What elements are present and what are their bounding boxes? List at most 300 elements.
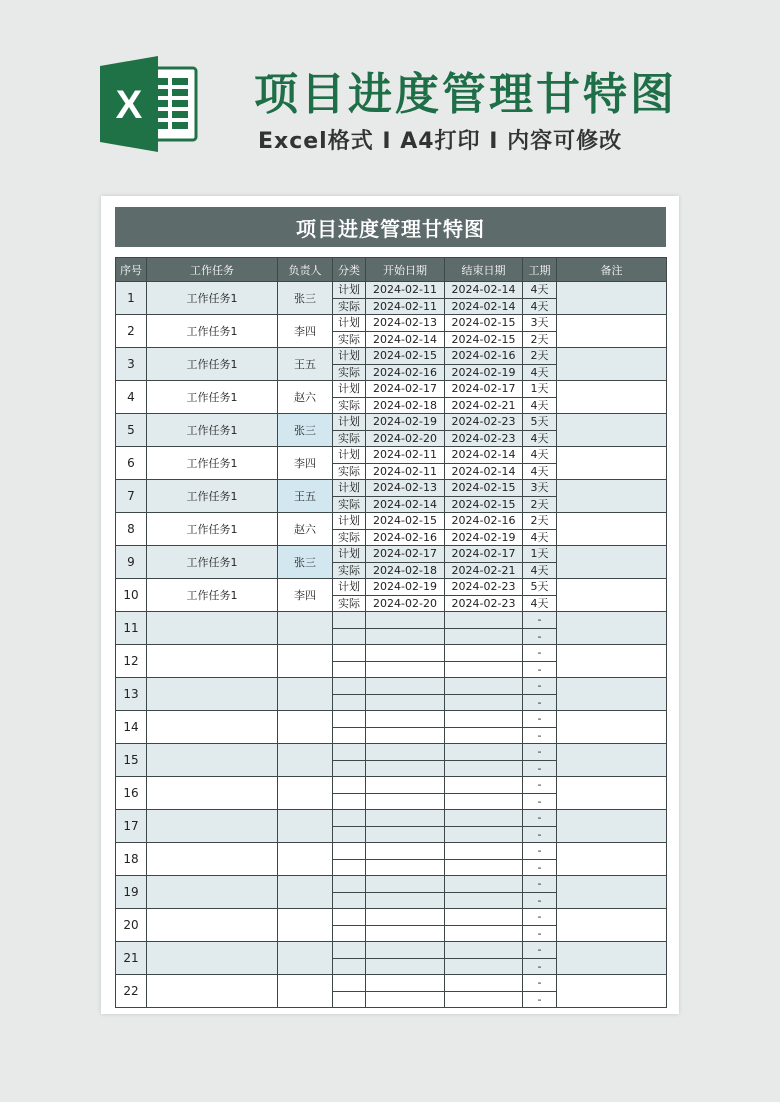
notes-cell[interactable] — [557, 480, 667, 513]
end-date-cell[interactable]: 2024-02-14 — [445, 282, 523, 299]
end-date-cell[interactable] — [445, 612, 523, 629]
row-number-cell[interactable]: 2 — [116, 315, 147, 348]
row-number-cell[interactable]: 18 — [116, 843, 147, 876]
end-date-cell[interactable]: 2024-02-15 — [445, 496, 523, 513]
owner-cell[interactable] — [278, 942, 333, 975]
row-number-cell[interactable]: 22 — [116, 975, 147, 1008]
end-date-cell[interactable] — [445, 859, 523, 876]
column-header: 工作任务 — [147, 258, 278, 282]
end-date-cell[interactable] — [445, 727, 523, 744]
type-cell[interactable]: 实际 — [333, 496, 366, 513]
end-date-cell[interactable] — [445, 711, 523, 728]
end-date-cell[interactable]: 2024-02-15 — [445, 480, 523, 497]
start-date-cell[interactable]: 2024-02-16 — [366, 364, 445, 381]
start-date-cell[interactable] — [366, 628, 445, 645]
end-date-cell[interactable]: 2024-02-19 — [445, 529, 523, 546]
table-header-row — [116, 258, 667, 282]
column-header: 工期 — [523, 258, 557, 282]
task-cell[interactable] — [147, 942, 278, 975]
notes-cell[interactable] — [557, 678, 667, 711]
owner-cell[interactable] — [278, 876, 333, 909]
type-cell[interactable]: 实际 — [333, 529, 366, 546]
duration-cell[interactable]: - — [523, 876, 557, 893]
start-date-cell[interactable] — [366, 727, 445, 744]
column-header: 备注 — [557, 258, 667, 282]
type-cell[interactable] — [333, 661, 366, 678]
end-date-cell[interactable]: 2024-02-15 — [445, 331, 523, 348]
duration-cell[interactable]: - — [523, 958, 557, 975]
task-cell[interactable] — [147, 711, 278, 744]
type-cell[interactable] — [333, 892, 366, 909]
task-cell[interactable] — [147, 678, 278, 711]
duration-cell[interactable]: - — [523, 810, 557, 827]
start-date-cell[interactable] — [366, 925, 445, 942]
owner-cell[interactable]: 张三 — [278, 282, 333, 315]
end-date-cell[interactable] — [445, 958, 523, 975]
end-date-cell[interactable]: 2024-02-17 — [445, 546, 523, 563]
notes-cell[interactable] — [557, 315, 667, 348]
notes-cell[interactable] — [557, 909, 667, 942]
type-cell[interactable]: 实际 — [333, 595, 366, 612]
start-date-cell[interactable]: 2024-02-11 — [366, 298, 445, 315]
end-date-cell[interactable] — [445, 942, 523, 959]
table-row — [116, 513, 667, 530]
start-date-cell[interactable] — [366, 958, 445, 975]
table-row — [116, 414, 667, 431]
start-date-cell[interactable] — [366, 694, 445, 711]
table-row — [116, 678, 667, 695]
type-cell[interactable]: 实际 — [333, 298, 366, 315]
type-cell[interactable]: 实际 — [333, 397, 366, 414]
duration-cell[interactable]: - — [523, 942, 557, 959]
task-cell[interactable]: 工作任务1 — [147, 546, 278, 579]
duration-cell[interactable]: - — [523, 727, 557, 744]
duration-cell[interactable]: - — [523, 793, 557, 810]
task-cell[interactable]: 工作任务1 — [147, 381, 278, 414]
end-date-cell[interactable] — [445, 744, 523, 761]
duration-cell[interactable]: 4天 — [523, 562, 557, 579]
row-number-cell[interactable]: 5 — [116, 414, 147, 447]
start-date-cell[interactable]: 2024-02-17 — [366, 546, 445, 563]
duration-cell[interactable]: 4天 — [523, 364, 557, 381]
duration-cell[interactable]: - — [523, 975, 557, 992]
start-date-cell[interactable] — [366, 843, 445, 860]
end-date-cell[interactable]: 2024-02-17 — [445, 381, 523, 398]
start-date-cell[interactable] — [366, 711, 445, 728]
row-number-cell[interactable]: 10 — [116, 579, 147, 612]
end-date-cell[interactable] — [445, 826, 523, 843]
type-cell[interactable]: 计划 — [333, 414, 366, 431]
type-cell[interactable] — [333, 810, 366, 827]
table-row — [116, 777, 667, 794]
end-date-cell[interactable]: 2024-02-14 — [445, 298, 523, 315]
duration-cell[interactable]: - — [523, 843, 557, 860]
page-title: 项目进度管理甘特图 — [254, 69, 677, 120]
table-row — [116, 348, 667, 365]
start-date-cell[interactable] — [366, 777, 445, 794]
table-row — [116, 282, 667, 299]
type-cell[interactable] — [333, 628, 366, 645]
row-number-cell[interactable]: 14 — [116, 711, 147, 744]
end-date-cell[interactable] — [445, 793, 523, 810]
duration-cell[interactable]: - — [523, 661, 557, 678]
end-date-cell[interactable] — [445, 628, 523, 645]
end-date-cell[interactable]: 2024-02-21 — [445, 397, 523, 414]
notes-cell[interactable] — [557, 447, 667, 480]
start-date-cell[interactable] — [366, 645, 445, 662]
duration-cell[interactable]: - — [523, 991, 557, 1008]
duration-cell[interactable]: - — [523, 777, 557, 794]
start-date-cell[interactable] — [366, 942, 445, 959]
owner-cell[interactable] — [278, 810, 333, 843]
duration-cell[interactable]: 1天 — [523, 381, 557, 398]
end-date-cell[interactable] — [445, 810, 523, 827]
owner-cell[interactable]: 张三 — [278, 546, 333, 579]
end-date-cell[interactable]: 2024-02-16 — [445, 348, 523, 365]
row-number-cell[interactable]: 16 — [116, 777, 147, 810]
end-date-cell[interactable] — [445, 678, 523, 695]
duration-cell[interactable]: - — [523, 678, 557, 695]
type-cell[interactable]: 计划 — [333, 546, 366, 563]
start-date-cell[interactable]: 2024-02-11 — [366, 282, 445, 299]
duration-cell[interactable]: 1天 — [523, 546, 557, 563]
document-title: 项目进度管理甘特图 — [115, 207, 666, 247]
type-cell[interactable] — [333, 975, 366, 992]
notes-cell[interactable] — [557, 645, 667, 678]
end-date-cell[interactable] — [445, 876, 523, 893]
start-date-cell[interactable] — [366, 810, 445, 827]
duration-cell[interactable]: - — [523, 711, 557, 728]
owner-cell[interactable] — [278, 645, 333, 678]
task-cell[interactable]: 工作任务1 — [147, 579, 278, 612]
type-cell[interactable]: 实际 — [333, 562, 366, 579]
start-date-cell[interactable] — [366, 859, 445, 876]
end-date-cell[interactable] — [445, 661, 523, 678]
type-cell[interactable]: 实际 — [333, 463, 366, 480]
page-header — [0, 0, 780, 190]
duration-cell[interactable]: 5天 — [523, 414, 557, 431]
owner-cell[interactable]: 李四 — [278, 315, 333, 348]
duration-cell[interactable]: 4天 — [523, 430, 557, 447]
start-date-cell[interactable] — [366, 909, 445, 926]
start-date-cell[interactable]: 2024-02-13 — [366, 480, 445, 497]
table-row — [116, 612, 667, 629]
type-cell[interactable] — [333, 991, 366, 1008]
start-date-cell[interactable] — [366, 892, 445, 909]
type-cell[interactable] — [333, 760, 366, 777]
type-cell[interactable]: 计划 — [333, 282, 366, 299]
type-cell[interactable] — [333, 909, 366, 926]
type-cell[interactable]: 计划 — [333, 381, 366, 398]
owner-cell[interactable] — [278, 975, 333, 1008]
column-header: 分类 — [333, 258, 366, 282]
start-date-cell[interactable] — [366, 991, 445, 1008]
start-date-cell[interactable]: 2024-02-15 — [366, 513, 445, 530]
type-cell[interactable]: 计划 — [333, 315, 366, 332]
type-cell[interactable] — [333, 777, 366, 794]
type-cell[interactable] — [333, 859, 366, 876]
start-date-cell[interactable]: 2024-02-20 — [366, 430, 445, 447]
type-cell[interactable] — [333, 612, 366, 629]
row-number-cell[interactable]: 15 — [116, 744, 147, 777]
notes-cell[interactable] — [557, 612, 667, 645]
duration-cell[interactable]: - — [523, 925, 557, 942]
start-date-cell[interactable]: 2024-02-13 — [366, 315, 445, 332]
row-number-cell[interactable]: 3 — [116, 348, 147, 381]
gantt-table — [115, 257, 667, 1008]
type-cell[interactable] — [333, 678, 366, 695]
owner-cell[interactable] — [278, 843, 333, 876]
logo-letter: X — [115, 83, 143, 127]
document-sheet — [101, 196, 679, 1014]
duration-cell[interactable]: 2天 — [523, 496, 557, 513]
row-number-cell[interactable]: 9 — [116, 546, 147, 579]
owner-cell[interactable] — [278, 909, 333, 942]
duration-cell[interactable]: 4天 — [523, 282, 557, 299]
row-number-cell[interactable]: 4 — [116, 381, 147, 414]
owner-cell[interactable] — [278, 711, 333, 744]
duration-cell[interactable]: - — [523, 645, 557, 662]
row-number-cell[interactable]: 21 — [116, 942, 147, 975]
type-cell[interactable]: 实际 — [333, 430, 366, 447]
notes-cell[interactable] — [557, 546, 667, 579]
task-cell[interactable] — [147, 975, 278, 1008]
duration-cell[interactable]: - — [523, 628, 557, 645]
duration-cell[interactable]: 4天 — [523, 463, 557, 480]
start-date-cell[interactable]: 2024-02-16 — [366, 529, 445, 546]
row-number-cell[interactable]: 17 — [116, 810, 147, 843]
notes-cell[interactable] — [557, 282, 667, 315]
end-date-cell[interactable] — [445, 645, 523, 662]
start-date-cell[interactable] — [366, 744, 445, 761]
notes-cell[interactable] — [557, 513, 667, 546]
duration-cell[interactable]: 2天 — [523, 513, 557, 530]
task-cell[interactable]: 工作任务1 — [147, 315, 278, 348]
notes-cell[interactable] — [557, 777, 667, 810]
column-header: 序号 — [116, 258, 147, 282]
table-row — [116, 975, 667, 992]
duration-cell[interactable]: 4天 — [523, 298, 557, 315]
table-row — [116, 480, 667, 497]
type-cell[interactable] — [333, 645, 366, 662]
type-cell[interactable] — [333, 826, 366, 843]
owner-cell[interactable]: 张三 — [278, 414, 333, 447]
start-date-cell[interactable] — [366, 826, 445, 843]
type-cell[interactable]: 计划 — [333, 513, 366, 530]
page-subtitle: Excel格式 I A4打印 I 内容可修改 — [258, 129, 623, 154]
owner-cell[interactable] — [278, 612, 333, 645]
column-header: 负责人 — [278, 258, 333, 282]
table-row — [116, 315, 667, 332]
notes-cell[interactable] — [557, 414, 667, 447]
type-cell[interactable] — [333, 876, 366, 893]
end-date-cell[interactable]: 2024-02-23 — [445, 414, 523, 431]
type-cell[interactable] — [333, 843, 366, 860]
duration-cell[interactable]: - — [523, 909, 557, 926]
type-cell[interactable] — [333, 727, 366, 744]
notes-cell[interactable] — [557, 975, 667, 1008]
table-row — [116, 843, 667, 860]
start-date-cell[interactable] — [366, 760, 445, 777]
end-date-cell[interactable] — [445, 694, 523, 711]
start-date-cell[interactable] — [366, 678, 445, 695]
duration-cell[interactable]: - — [523, 760, 557, 777]
duration-cell[interactable]: 2天 — [523, 348, 557, 365]
duration-cell[interactable]: 4天 — [523, 529, 557, 546]
end-date-cell[interactable]: 2024-02-16 — [445, 513, 523, 530]
duration-cell[interactable]: 3天 — [523, 480, 557, 497]
owner-cell[interactable] — [278, 678, 333, 711]
task-cell[interactable] — [147, 744, 278, 777]
notes-cell[interactable] — [557, 876, 667, 909]
notes-cell[interactable] — [557, 744, 667, 777]
start-date-cell[interactable]: 2024-02-20 — [366, 595, 445, 612]
notes-cell[interactable] — [557, 942, 667, 975]
type-cell[interactable] — [333, 942, 366, 959]
duration-cell[interactable]: 3天 — [523, 315, 557, 332]
start-date-cell[interactable]: 2024-02-11 — [366, 447, 445, 464]
type-cell[interactable] — [333, 694, 366, 711]
duration-cell[interactable]: - — [523, 892, 557, 909]
end-date-cell[interactable] — [445, 843, 523, 860]
end-date-cell[interactable] — [445, 892, 523, 909]
type-cell[interactable]: 计划 — [333, 579, 366, 596]
row-number-cell[interactable]: 20 — [116, 909, 147, 942]
end-date-cell[interactable]: 2024-02-23 — [445, 579, 523, 596]
duration-cell[interactable]: 4天 — [523, 397, 557, 414]
start-date-cell[interactable] — [366, 612, 445, 629]
row-number-cell[interactable]: 7 — [116, 480, 147, 513]
table-row — [116, 876, 667, 893]
end-date-cell[interactable] — [445, 760, 523, 777]
row-number-cell[interactable]: 6 — [116, 447, 147, 480]
type-cell[interactable]: 计划 — [333, 480, 366, 497]
end-date-cell[interactable]: 2024-02-14 — [445, 463, 523, 480]
start-date-cell[interactable]: 2024-02-17 — [366, 381, 445, 398]
table-row — [116, 579, 667, 596]
start-date-cell[interactable] — [366, 975, 445, 992]
notes-cell[interactable] — [557, 348, 667, 381]
owner-cell[interactable] — [278, 744, 333, 777]
start-date-cell[interactable]: 2024-02-15 — [366, 348, 445, 365]
duration-cell[interactable]: 4天 — [523, 595, 557, 612]
owner-cell[interactable]: 赵六 — [278, 381, 333, 414]
type-cell[interactable]: 计划 — [333, 348, 366, 365]
start-date-cell[interactable]: 2024-02-19 — [366, 414, 445, 431]
row-number-cell[interactable]: 13 — [116, 678, 147, 711]
type-cell[interactable]: 实际 — [333, 364, 366, 381]
notes-cell[interactable] — [557, 579, 667, 612]
task-cell[interactable] — [147, 876, 278, 909]
end-date-cell[interactable]: 2024-02-23 — [445, 595, 523, 612]
duration-cell[interactable]: 4天 — [523, 447, 557, 464]
end-date-cell[interactable] — [445, 975, 523, 992]
duration-cell[interactable]: - — [523, 859, 557, 876]
task-cell[interactable]: 工作任务1 — [147, 282, 278, 315]
type-cell[interactable] — [333, 925, 366, 942]
row-number-cell[interactable]: 8 — [116, 513, 147, 546]
end-date-cell[interactable]: 2024-02-14 — [445, 447, 523, 464]
type-cell[interactable] — [333, 711, 366, 728]
type-cell[interactable] — [333, 793, 366, 810]
end-date-cell[interactable]: 2024-02-21 — [445, 562, 523, 579]
column-header: 结束日期 — [445, 258, 523, 282]
task-cell[interactable] — [147, 843, 278, 876]
start-date-cell[interactable]: 2024-02-14 — [366, 331, 445, 348]
task-cell[interactable]: 工作任务1 — [147, 513, 278, 546]
task-cell[interactable] — [147, 909, 278, 942]
type-cell[interactable] — [333, 958, 366, 975]
table-row — [116, 546, 667, 563]
table-row — [116, 942, 667, 959]
end-date-cell[interactable] — [445, 909, 523, 926]
notes-cell[interactable] — [557, 381, 667, 414]
task-cell[interactable]: 工作任务1 — [147, 480, 278, 513]
end-date-cell[interactable] — [445, 925, 523, 942]
type-cell[interactable]: 计划 — [333, 447, 366, 464]
type-cell[interactable] — [333, 744, 366, 761]
owner-cell[interactable]: 李四 — [278, 447, 333, 480]
table-row — [116, 381, 667, 398]
end-date-cell[interactable] — [445, 777, 523, 794]
owner-cell[interactable]: 赵六 — [278, 513, 333, 546]
task-cell[interactable] — [147, 645, 278, 678]
task-cell[interactable] — [147, 612, 278, 645]
task-cell[interactable]: 工作任务1 — [147, 414, 278, 447]
excel-logo-icon — [100, 56, 200, 152]
start-date-cell[interactable]: 2024-02-11 — [366, 463, 445, 480]
end-date-cell[interactable]: 2024-02-15 — [445, 315, 523, 332]
owner-cell[interactable]: 李四 — [278, 579, 333, 612]
start-date-cell[interactable] — [366, 793, 445, 810]
end-date-cell[interactable] — [445, 991, 523, 1008]
duration-cell[interactable]: 5天 — [523, 579, 557, 596]
duration-cell[interactable]: - — [523, 826, 557, 843]
task-cell[interactable] — [147, 810, 278, 843]
start-date-cell[interactable]: 2024-02-19 — [366, 579, 445, 596]
notes-cell[interactable] — [557, 711, 667, 744]
row-number-cell[interactable]: 19 — [116, 876, 147, 909]
table-row — [116, 711, 667, 728]
task-cell[interactable]: 工作任务1 — [147, 447, 278, 480]
notes-cell[interactable] — [557, 810, 667, 843]
owner-cell[interactable]: 王五 — [278, 348, 333, 381]
table-row — [116, 909, 667, 926]
row-number-cell[interactable]: 11 — [116, 612, 147, 645]
duration-cell[interactable]: - — [523, 744, 557, 761]
start-date-cell[interactable]: 2024-02-18 — [366, 562, 445, 579]
row-number-cell[interactable]: 12 — [116, 645, 147, 678]
task-cell[interactable]: 工作任务1 — [147, 348, 278, 381]
duration-cell[interactable]: - — [523, 612, 557, 629]
duration-cell[interactable]: 2天 — [523, 331, 557, 348]
owner-cell[interactable] — [278, 777, 333, 810]
start-date-cell[interactable]: 2024-02-18 — [366, 397, 445, 414]
row-number-cell[interactable]: 1 — [116, 282, 147, 315]
table-row — [116, 810, 667, 827]
table-row — [116, 744, 667, 761]
owner-cell[interactable]: 王五 — [278, 480, 333, 513]
task-cell[interactable] — [147, 777, 278, 810]
end-date-cell[interactable]: 2024-02-23 — [445, 430, 523, 447]
notes-cell[interactable] — [557, 843, 667, 876]
duration-cell[interactable]: - — [523, 694, 557, 711]
type-cell[interactable]: 实际 — [333, 331, 366, 348]
start-date-cell[interactable]: 2024-02-14 — [366, 496, 445, 513]
end-date-cell[interactable]: 2024-02-19 — [445, 364, 523, 381]
start-date-cell[interactable] — [366, 661, 445, 678]
start-date-cell[interactable] — [366, 876, 445, 893]
